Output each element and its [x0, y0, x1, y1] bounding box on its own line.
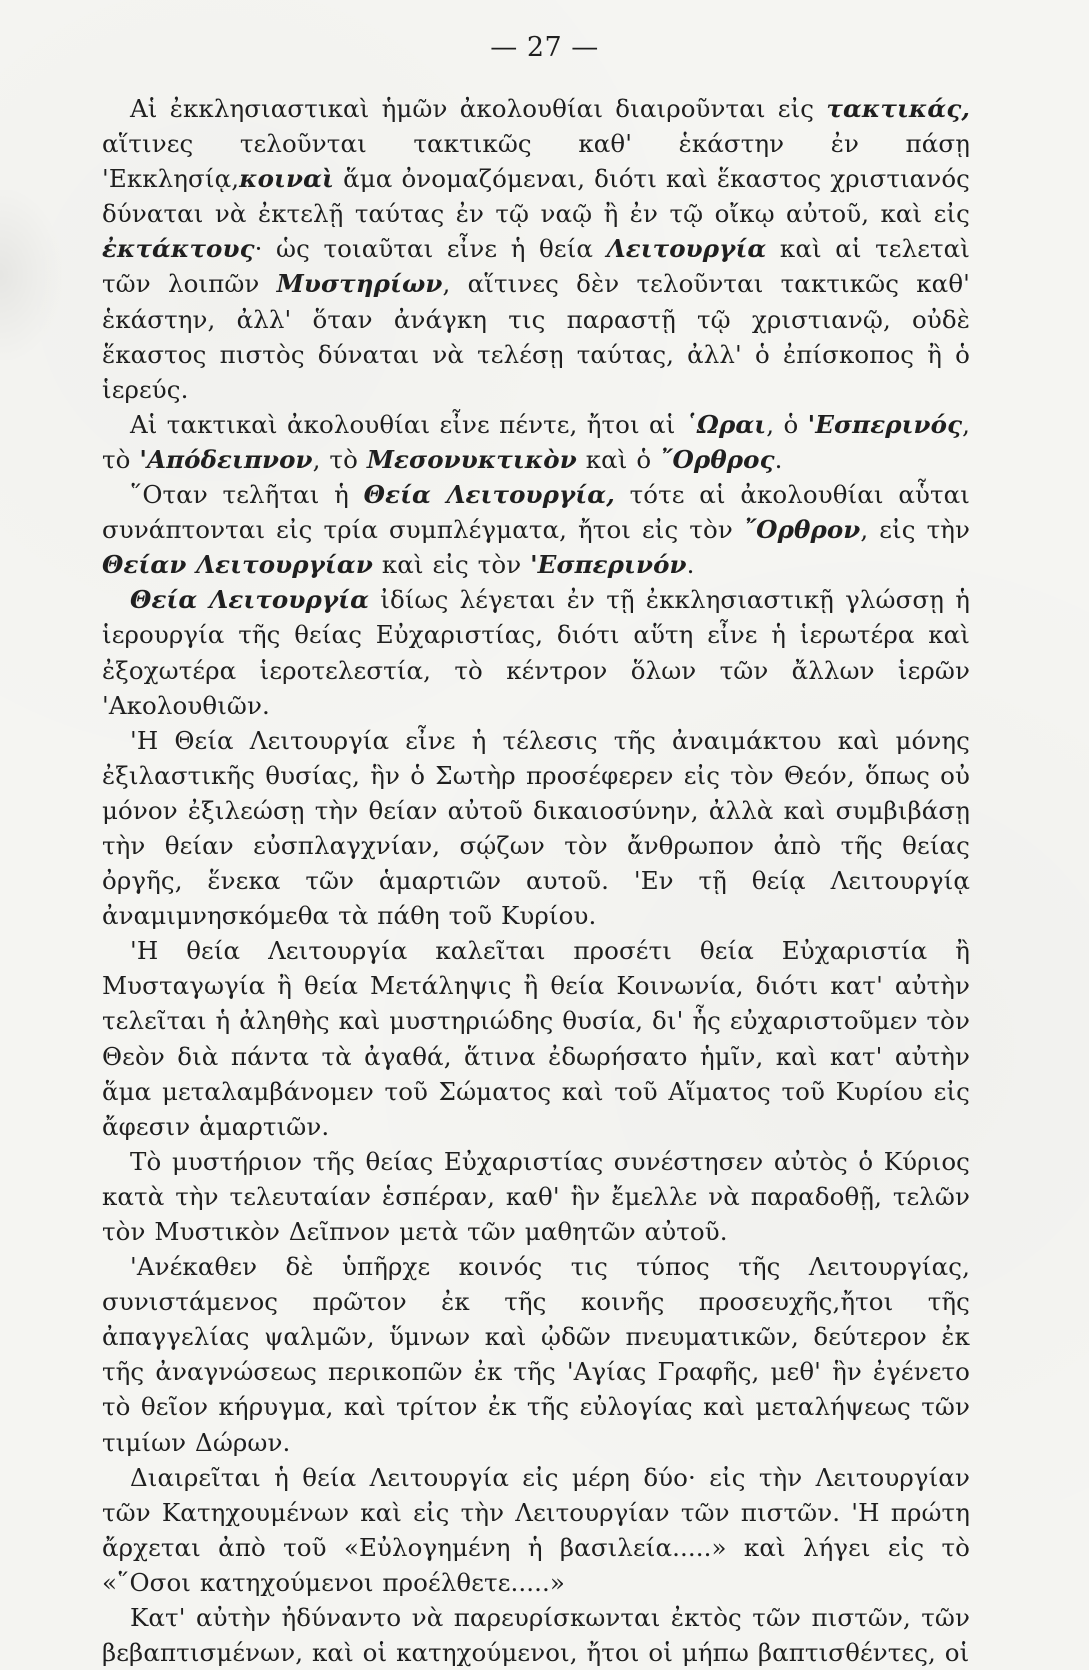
- paragraph-8-text-1: 'Ανέκαθεν δὲ ὑπῆρχε κοινός τις τύπος τῆς Λειτουργίας, συνιστάμενος πρῶτον ἐκ τῆς κοινῆς προσευχῆς,ἤτοι τῆς ἀπαγγελίας ψαλμῶν, ὕμνων καὶ ᾠδῶν πνευματικῶν, δεύτερον ἐκ τῆς ἀναγνώσεως περικοπῶν ἐκ τῆς 'Αγίας Γραφῆς, μεθ' ἣν ἐγένετο τὸ θεῖον κήρυγμα, καὶ τρίτον ἐκ τῆς εὐλογίας καὶ μεταλήψεως τῶν τιμίων Δώρων.: [102, 1252, 970, 1457]
- paragraph-2-bold-orthros: ῎Ορθρος: [660, 444, 775, 474]
- paragraph-2-text-2: , ὁ: [766, 409, 808, 439]
- paragraph-3-text-5: .: [686, 550, 695, 580]
- paragraph-7-text-1: Τὸ μυστήριον τῆς θείας Εὐχαριστίας συνέστησεν αὐτὸς ὁ Κύριος κατὰ τὴν τελευταίαν ἑσπέραν, καθ' ἣν ἔμελλε νὰ παραδοθῇ, τελῶν τὸν Μυστικὸν Δεῖπνον μετὰ τῶν μαθητῶν αὐτοῦ.: [102, 1146, 970, 1246]
- paragraph-2-bold-esperinos: 'Εσπερινός: [807, 409, 963, 439]
- paragraph-4-text-1: ἰδίως λέγεται ἐν τῇ ἐκκλησιαστικῇ γλώσσῃ ἡ ἱερουργία τῆς θείας Εὐχαριστίας, διότι αὕτη εἶνε ἡ ἱερωτέρα καὶ ἐξοχωτέρα ἱεροτελεστία, τὸ κέντρον ὅλων τῶν ἄλλων ἱερῶν 'Ακολουθιῶν.: [102, 585, 970, 720]
- paragraph-2-text-5: καὶ ὁ: [576, 444, 661, 474]
- paragraph-1-text-5: καὶ αἱ τελεταὶ τῶν λοιπῶν: [102, 234, 970, 299]
- paragraph-3-bold-theian-leitourgian: Θείαν Λειτουργίαν: [102, 550, 373, 580]
- paragraph-1-bold-mysterion: Μυστηρίων: [276, 269, 443, 299]
- paragraph-10: [102, 1600, 970, 1670]
- paragraph-1-text-4: · ὡς τοιαῦται εἶνε ἡ θεία: [254, 234, 607, 264]
- paragraph-2: [102, 407, 970, 477]
- paragraph-3-text-2: τότε αἱ ἀκολουθίαι αὗται συνάπτονται εἰς τρία συμπλέγματα, ἤτοι εἰς τὸν: [102, 480, 970, 545]
- paragraph-5-text-1: 'Η Θεία Λειτουργία εἶνε ἡ τέλεσις τῆς ἀναιμάκτου καὶ μόνης ἐξιλαστικῆς θυσίας, ἣν ὁ Σωτὴρ προσέφερεν εἰς τὸν Θεόν, ὅπως οὐ μόνον ἐξιλεώσῃ τὴν θείαν αὐτοῦ δικαιοσύνην, ἀλλὰ καὶ συμβιβάσῃ τὴν θείαν εὐσπλαγχνίαν, σῴζων τὸν ἄνθρωπον ἀπὸ τῆς θείας ὀργῆς, ἕνεκα τῶν ἁμαρτιῶν αυτοῦ. 'Εν τῇ θείᾳ Λειτουργίᾳ ἀναμιμνησκόμεθα τὰ πάθη τοῦ Κυρίου.: [102, 725, 970, 931]
- paragraph-1: [102, 91, 970, 407]
- paragraph-5: [102, 723, 970, 934]
- paragraph-3-bold-theia-leitourgia: Θεία Λειτουργία,: [363, 480, 615, 510]
- paragraph-1-text-1: Αἱ ἐκκλησιαστικαὶ ἡμῶν ἀκολουθίαι διαιροῦνται εἰς: [130, 94, 827, 123]
- paragraph-3: [102, 477, 970, 582]
- paragraph-2-bold-orai: ῾Ωραι: [684, 409, 767, 439]
- paragraph-2-text-4: , τὸ: [312, 444, 367, 474]
- page-text: [102, 91, 970, 1670]
- paragraph-3-text-4: καὶ εἰς τὸν: [372, 550, 531, 580]
- paragraph-1-text-3: ἅμα ὀνομαζόμεναι, διότι καὶ ἕκαστος χριστιανός δύναται νὰ ἐκτελῇ ταύτας ἐν τῷ ναῷ ἢ ἐν τῷ οἴκῳ αὐτοῦ, καὶ εἰς: [102, 164, 970, 229]
- paragraph-3-text-1: ῞Οταν τελῆται ἡ: [130, 480, 364, 510]
- paragraph-1-text-2: αἵτινες τελοῦνται τακτικῶς καθ' ἑκάστην ἐν πάσῃ 'Εκκλησίᾳ,: [102, 129, 970, 194]
- paragraph-1-bold-leitourgia: Λειτουργία: [606, 234, 767, 264]
- paragraph-1-bold-ektaktous: ἐκτάκτους: [102, 234, 255, 264]
- paragraph-4-bold-theia-leitourgia: Θεία Λειτουργία: [130, 585, 370, 615]
- paragraph-2-text-3: , τὸ: [102, 409, 970, 474]
- paragraph-2-bold-apodeipnon: 'Απόδειπνον: [139, 444, 313, 474]
- page-number: — 27 —: [490, 32, 599, 63]
- paragraph-9: [102, 1460, 970, 1600]
- paragraph-6-text-1: 'Η θεία Λειτουργία καλεῖται προσέτι θεία Εὐχαριστία ἢ Μυσταγωγία ἢ θεία Μετάληψις ἢ θεία Κοινωνία, διότι κατ' αὐτὴν τελεῖται ἡ ἀληθὴς καὶ μυστηριώδης θυσία, δι' ἧς εὐχαριστοῦμεν τὸν Θεὸν διὰ πάντα τὰ ἀγαθά, ἅτινα ἐδωρήσατο ἡμῖν, καὶ κατ' αὐτὴν ἅμα μεταλαμβάνομεν τοῦ Σώματος καὶ τοῦ Αἵματος τοῦ Κυρίου εἰς ἄφεσιν ἁμαρτιῶν.: [102, 936, 970, 1141]
- paragraph-3-bold-esperinon: 'Εσπερινόν: [530, 550, 687, 580]
- paragraph-4: [102, 582, 970, 722]
- paragraph-7: [102, 1144, 970, 1249]
- paragraph-10-text-1: Κατ' αὐτὴν ἠδύναντο νὰ παρευρίσκωνται ἐκτὸς τῶν πιστῶν, τῶν βεβαπτισμένων, καὶ οἱ κατηχούμενοι, ἤτοι οἱ μήπω βαπτισθέντες, οἱ: [102, 1603, 970, 1668]
- paragraph-1-bold-taktikas: τακτικάς,: [826, 94, 970, 123]
- paragraph-2-text-6: .: [774, 444, 783, 474]
- paragraph-9-text-1: Διαιρεῖται ἡ θεία Λειτουργία εἰς μέρη δύο· εἰς τὴν Λειτουργίαν τῶν Κατηχουμένων καὶ εἰς τὴν Λειτουργίαν τῶν πιστῶν. 'Η πρώτη ἄρχεται ἀπὸ τοῦ «Εὐλογημένη ἡ βασιλεία.....» καὶ λήγει εἰς τὸ «῞Οσοι κατηχούμενοι προέλθετε.....»: [102, 1462, 970, 1597]
- paragraph-6: [102, 933, 970, 1144]
- paragraph-2-text-1: Αἱ τακτικαὶ ἀκολουθίαι εἶνε πέντε, ἤτοι αἱ: [130, 409, 685, 439]
- paragraph-1-text-6: , αἵτινες δὲν τελοῦνται τακτικῶς καθ' ἑκάστην, ἀλλ' ὅταν ἀνάγκη τις παραστῇ τῷ χριστιανῷ, οὐδὲ ἕκαστος πιστὸς δύναται νὰ τελέσῃ ταύτας, ἀλλ' ὁ ἐπίσκοπος ἢ ὁ ἱερεύς.: [102, 269, 971, 404]
- paragraph-1-bold-koinai: κοιναὶ: [239, 164, 334, 194]
- paragraph-3-bold-orthron: ῎Ορθρον: [743, 515, 861, 545]
- paragraph-2-bold-mesonyktikon: Μεσονυκτικὸν: [366, 444, 577, 474]
- paragraph-3-text-3: , εἰς τὴν: [860, 515, 970, 545]
- left-margin-bleed-mark: [0, 190, 62, 360]
- paragraph-8: [102, 1249, 970, 1460]
